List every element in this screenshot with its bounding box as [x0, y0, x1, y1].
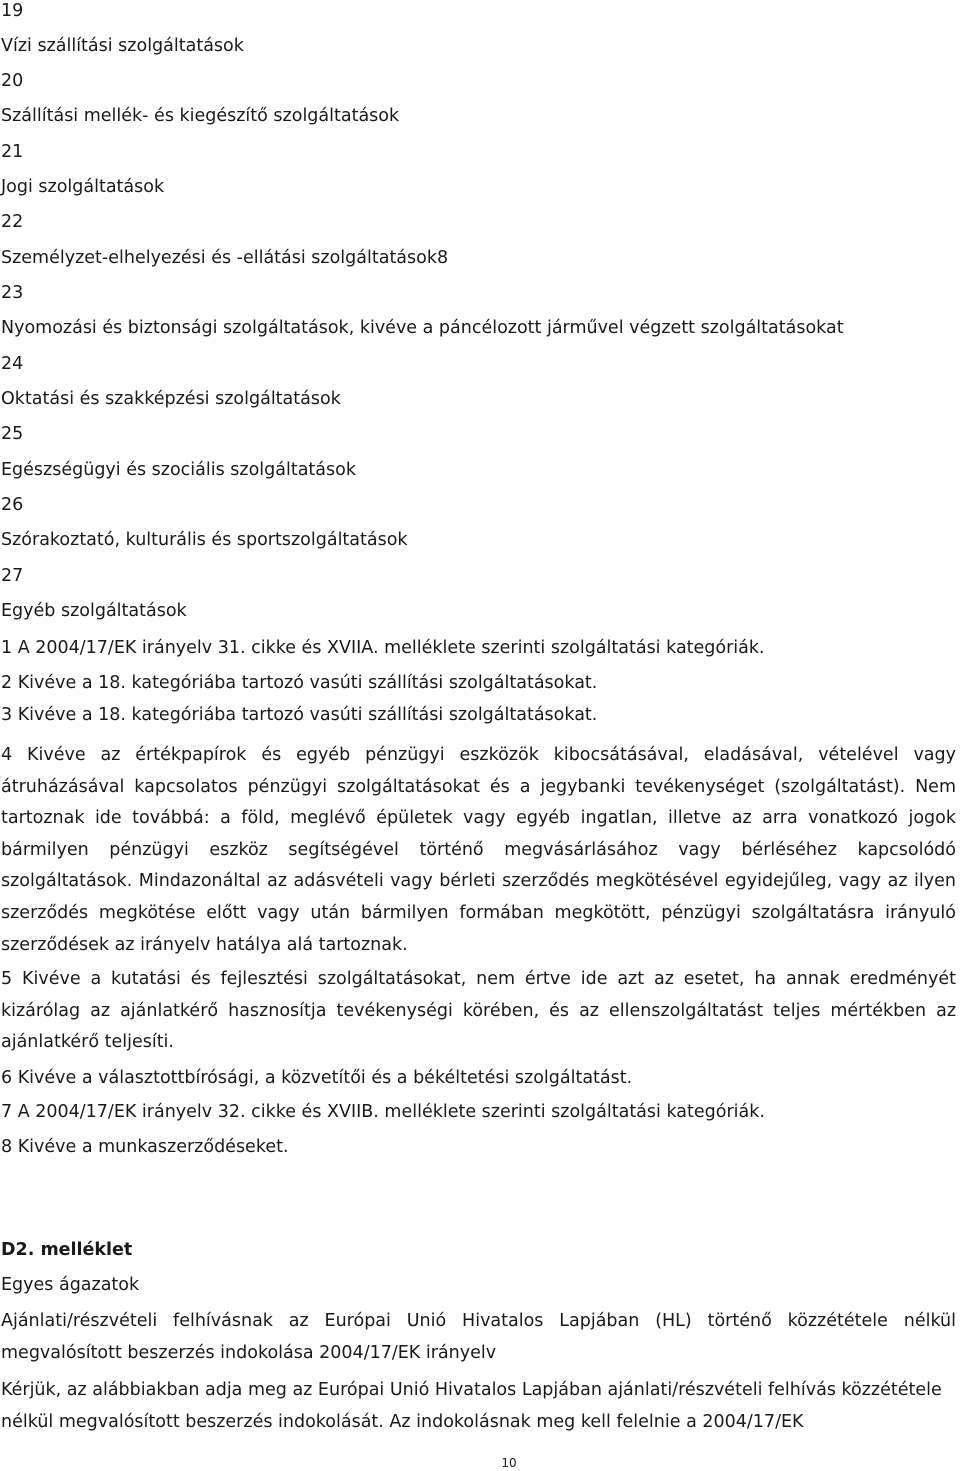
section-heading: D2. melléklet: [1, 1240, 133, 1260]
category-label: Szállítási mellék- és kiegészítő szolgáltatások: [1, 106, 400, 126]
category-number: 22: [1, 212, 24, 232]
category-label: Egyéb szolgáltatások: [1, 601, 187, 621]
section-title: Ajánlati/részvételi felhívásnak az Európai Unió Hivatalos Lapjában (HL) történő közzététele nélkül megvalósított beszerzés indokolása 2004/17/EK irányelv: [1, 1311, 956, 1363]
footnote-7: 7 A 2004/17/EK irányelv 32. cikke és XVIIB. melléklete szerinti szolgáltatási kategóriák.: [1, 1102, 765, 1122]
footnote-3: 3 Kivéve a 18. kategóriába tartozó vasúti szállítási szolgáltatásokat.: [1, 705, 598, 725]
footnote-6: 6 Kivéve a választottbírósági, a közvetítői és a békéltetési szolgáltatást.: [1, 1068, 633, 1088]
footnote-1: 1 A 2004/17/EK irányelv 31. cikke és XVIIA. melléklete szerinti szolgáltatási kategóriák.: [1, 638, 765, 658]
section-subheading: Egyes ágazatok: [1, 1275, 140, 1295]
category-number: 20: [1, 71, 24, 91]
category-number: 25: [1, 424, 24, 444]
category-number: 21: [1, 142, 24, 162]
page-number: 10: [501, 1456, 517, 1470]
category-label: Oktatási és szakképzési szolgáltatások: [1, 389, 341, 409]
section-instruction: Kérjük, az alábbiakban adja meg az Európai Unió Hivatalos Lapjában ajánlati/részvételi felhívás közzététele nélkül megvalósított beszerzés indokolását. Az indokolásnak meg kell felelnie a 2004/17/EK: [1, 1380, 942, 1432]
category-number: 24: [1, 354, 24, 374]
category-label: Jogi szolgáltatások: [1, 177, 165, 197]
category-number: 27: [1, 566, 24, 586]
category-number: 23: [1, 283, 24, 303]
footnote-2: 2 Kivéve a 18. kategóriába tartozó vasúti szállítási szolgáltatásokat.: [1, 673, 598, 693]
category-label: Nyomozási és biztonsági szolgáltatások, kivéve a páncélozott járművel végzett szolgáltatásokat: [1, 318, 844, 338]
footnote-5: 5 Kivéve a kutatási és fejlesztési szolgáltatásokat, nem értve ide azt az esetet, ha annak eredményét kizárólag az ajánlatkérő hasznosítja tevékenységi körében, és az ellenszolgáltatást teljes mértékben az ajánlatkérő teljesíti.: [1, 969, 956, 1053]
category-number: 19: [1, 1, 24, 21]
category-label: Személyzet-elhelyezési és -ellátási szolgáltatások8: [1, 248, 449, 268]
category-number: 26: [1, 495, 24, 515]
category-label: Vízi szállítási szolgáltatások: [1, 36, 244, 56]
footnote-4: 4 Kivéve az értékpapírok és egyéb pénzügyi eszközök kibocsátásával, eladásával, vételével vagy átruházásával kapcsolatos pénzügyi szolgáltatásokat és a jegybanki tevékenységet (szolgáltatást). Nem tartoznak ide továbbá: a föld, meglévő épületek vagy egyéb ingatlan, illetve az arra vonatkozó jogok bármilyen pénzügyi eszköz segítségével történő megvásárlásához vagy bérléséhez kapcsolódó szolgáltatások. Mindazonáltal az adásvételi vagy bérleti szerződés megkötésével egyidejűleg, vagy az ilyen szerződés megkötése előtt vagy után bármilyen formában megkötött, pénzügyi szolgáltatásra irányuló szerződések az irányelv hatálya alá tartoznak.: [1, 745, 956, 955]
category-label: Szórakoztató, kulturális és sportszolgáltatások: [1, 530, 408, 550]
footnote-8: 8 Kivéve a munkaszerződéseket.: [1, 1137, 289, 1157]
category-label: Egészségügyi és szociális szolgáltatások: [1, 460, 356, 480]
